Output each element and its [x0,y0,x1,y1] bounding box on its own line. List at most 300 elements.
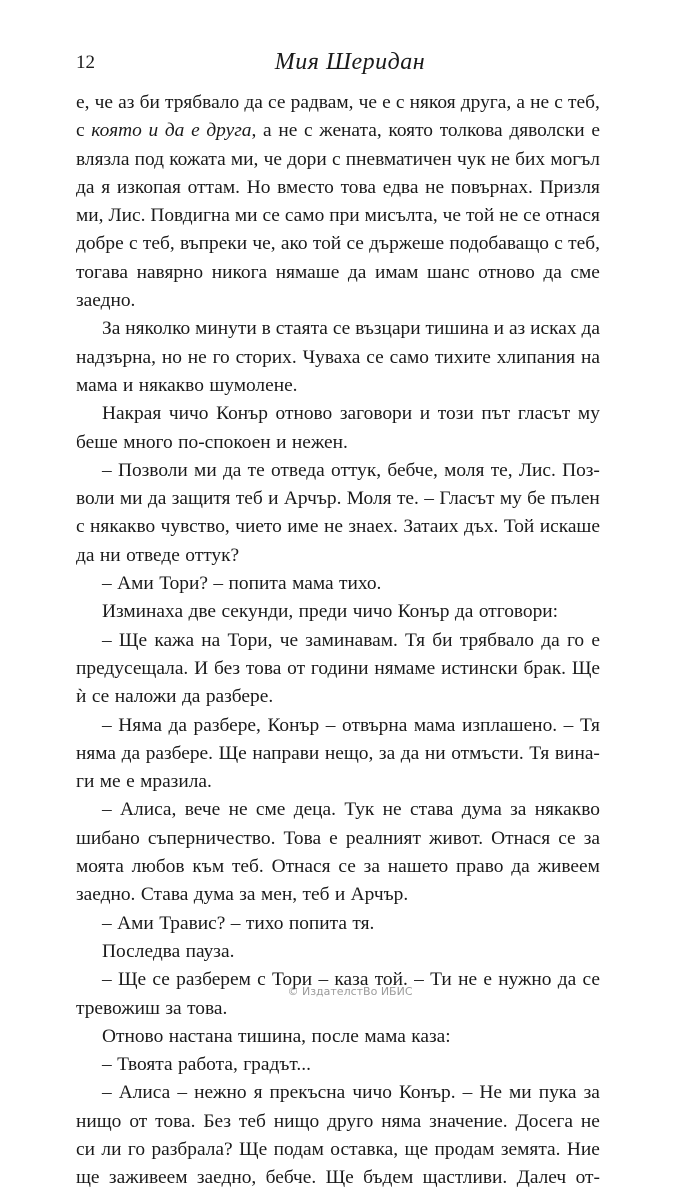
word: наложи [114,686,177,708]
word: с [76,120,85,142]
word: с [76,516,85,538]
word: чувство, [160,516,230,538]
word: защитя [171,488,231,510]
text-line [76,570,600,598]
word: трябвало [164,92,240,113]
word: Тук [344,799,375,821]
word: оставка, [330,1138,399,1160]
word: мисълта, [364,205,438,227]
word: не [187,346,207,368]
word: разбере. [145,742,214,764]
text-line [76,202,600,230]
word: за [583,1082,600,1104]
word: съперничество. [147,827,276,849]
word: години [310,657,369,679]
word: за [363,856,380,878]
word: – [102,1082,112,1104]
word: го [212,346,230,368]
word: – [213,573,224,595]
word: никога [211,261,268,283]
word: държеше [369,233,445,255]
word: да [121,742,141,764]
text-line [76,1051,600,1079]
text-line [76,259,600,287]
word: Отнася [491,827,551,849]
word: няма [381,1110,422,1132]
word: че [263,148,282,170]
word: се [582,969,600,991]
word: Позволи [117,459,188,481]
word: друго [327,1110,374,1132]
word: шумолене. [209,374,298,396]
word: да [543,261,562,283]
word: се [523,205,541,227]
word: Той [503,516,535,538]
word: сме [255,799,286,821]
word: заговори [339,403,413,425]
word: разбрала? [151,1138,233,1160]
word: разбере. [205,686,274,708]
text-line [76,400,600,428]
word: му [499,488,522,510]
word: ги [76,771,95,793]
word: а [263,120,272,142]
word: ако [280,233,308,255]
word: ми [234,205,258,227]
word: едва [382,176,419,198]
word: че [358,92,377,113]
word: нежен. [291,431,348,453]
word: после [311,1025,359,1047]
text-line [76,287,600,315]
text-line [76,117,600,145]
word: пълен [550,488,600,510]
word: пневматичен [345,148,452,170]
word: попита [288,912,347,934]
text-line [76,1023,600,1051]
word: това [245,657,282,679]
word: отмъсти. [451,742,524,764]
word: ми, [230,148,259,170]
word: се [338,856,356,878]
word: някакво [90,516,156,538]
word: би [432,629,453,651]
word: някакво [138,374,204,396]
word: бих [515,148,546,170]
word: Отнася [271,856,331,878]
running-head: Мия Шеридан [274,49,426,75]
word: и [419,403,431,425]
word: дума [193,884,234,906]
word: – [325,714,336,736]
text-line [76,938,600,966]
word: го [566,629,585,651]
word: и [334,884,346,906]
word: да [244,92,263,113]
word: Травис? [159,912,226,934]
word: да [181,686,201,708]
word: – [318,969,329,991]
word: Гласът [439,488,495,510]
word: е [382,92,391,113]
word: това [340,176,376,198]
word: попита [228,573,287,595]
word: да [76,176,95,198]
word: тогава [76,261,128,283]
word: мама [413,714,456,736]
word: Алиса, [120,799,177,821]
word: – [414,969,424,991]
word: реалният [345,827,421,849]
word: Лис. [108,205,146,227]
word: – [102,714,112,736]
word: ми [119,488,143,510]
text-line [76,457,600,485]
word: го [127,1138,146,1160]
word: Това [283,827,322,849]
word: ли [101,1138,122,1160]
word: гласът [517,403,571,425]
word: живеем [537,856,600,878]
word: толкова [439,120,503,142]
word: оттук, [331,459,382,481]
word: те, [490,459,513,481]
word: няма [76,742,117,764]
word: шибано [76,827,140,849]
word: за [239,884,256,906]
word: име [287,516,319,538]
word: си [76,1138,95,1160]
word: – [102,799,112,821]
word: за [165,997,182,1019]
word: вече [184,799,221,821]
word: друга, [206,120,257,142]
word: каза: [411,1025,451,1047]
word: да [400,742,420,764]
text-line [76,1164,600,1192]
text-line [76,542,600,570]
word: изкопая [116,176,181,198]
word: в [261,318,271,340]
word: с [257,969,266,991]
word: той. [374,969,408,991]
word: ни [99,544,121,566]
text-line [76,315,600,343]
word: се [268,92,286,113]
word: искаше [539,516,600,538]
word: я [253,1082,263,1104]
word: Тори [272,969,313,991]
word: това. [187,997,228,1019]
word: от- [575,1167,600,1189]
word: Арчър. [350,884,409,906]
word: заедно, [196,1167,257,1189]
word: – [102,969,112,991]
text-line [76,89,600,117]
word: ще [76,1167,100,1189]
word: заживеем [108,1167,188,1189]
word: исках [530,318,577,340]
text-line [76,1136,600,1164]
word: Тя [529,742,550,764]
word: Конър [267,714,320,736]
word: теб [302,884,330,906]
word: се [91,686,110,708]
word: не [323,516,343,538]
word: а [516,92,525,113]
word: Повдигна [150,205,230,227]
word: отведа [270,459,325,481]
word: Ще [571,657,600,679]
word: Затаих [403,516,459,538]
word: Ти [430,969,452,991]
word: с [554,92,563,113]
word: Конър [397,601,450,623]
word: Ще [325,1167,354,1189]
word: е [591,629,600,651]
word: преди [298,601,348,623]
word: Алиса [118,1082,171,1104]
word: Тя [579,714,600,736]
word: му [577,403,600,425]
word: чичо [352,1082,392,1104]
word: нямаше [275,261,340,283]
word: за [378,742,396,764]
word: щастливи. [422,1167,508,1189]
word: нужно [498,969,552,991]
word: само [389,346,429,368]
word: възцари [355,318,421,340]
text-line [76,513,600,541]
word: и [493,318,505,340]
word: Досега [515,1110,573,1132]
word: бъдем [363,1167,414,1189]
text-line [76,1079,600,1107]
word: моята [76,856,124,878]
word: – [563,714,574,736]
text-line [76,655,600,683]
text-line [76,740,600,768]
word: да [164,120,185,142]
word: две [188,601,217,623]
word: да [454,601,474,623]
word: се [346,233,364,255]
text-line [76,598,600,626]
word: продам [434,1138,495,1160]
word: беше [76,431,118,453]
word: ме [99,771,121,793]
word: оттам. [187,176,240,198]
word: се [262,205,280,227]
word: Арчър. [283,488,342,510]
word: добре [76,233,124,255]
word: изплашено. [461,714,558,736]
word: тихите [434,346,491,368]
word: разберем [176,969,251,991]
word: се [558,827,576,849]
word: Конър. [398,1082,456,1104]
word: по-спокоен [178,431,271,453]
word: работа, [178,1054,238,1076]
word: не [491,148,510,170]
word: Ще [218,742,247,764]
word: от [287,657,306,679]
word: Изминаха [102,601,184,623]
word: Отново [102,1025,164,1047]
page-number: 12 [76,52,95,73]
word: ми [509,1082,532,1104]
word: ще [404,1138,429,1160]
word: моля [444,459,485,481]
word: теб [238,1110,266,1132]
text-line [76,910,600,938]
word: бе [527,488,546,510]
word: ѝ [76,686,87,708]
word: с [331,148,341,170]
word: е [126,771,135,793]
word: път [481,403,511,425]
word: се [152,969,170,991]
word: стаята [275,318,328,340]
word: с [129,233,138,255]
word: Призля [539,176,600,198]
word: ми, [76,205,104,227]
word: но [161,346,182,368]
word: Ние [566,1138,600,1160]
word: тишина [425,318,489,340]
word: отново [478,261,535,283]
word: не [425,176,445,198]
word: това. [155,1110,196,1132]
text-line [76,683,600,711]
text-line [76,146,600,174]
word: която [388,120,433,142]
word: подобаващо [449,233,549,255]
word: нищо [76,1110,122,1132]
word: Чуваха [302,346,361,368]
word: те [247,459,265,481]
word: под [134,148,165,170]
text-line [76,825,600,853]
word: отговори: [478,601,559,623]
word: – [102,912,112,934]
word: прекъсна [269,1082,346,1104]
word: на [580,346,600,368]
word: кожата [169,148,226,170]
word: тревожиш [76,997,160,1019]
word: бебче. [265,1167,317,1189]
word: дума [461,799,502,821]
text-line [76,174,600,202]
word: нашето [387,856,449,878]
word: градът... [243,1054,311,1076]
word: и [148,120,159,142]
body-text [76,89,600,1193]
word: сме [570,261,600,283]
word: брак. [523,657,566,679]
word: става [409,799,454,821]
word: че [279,629,299,651]
word: Ще [118,629,148,651]
word: че, [252,233,276,255]
word: е [591,120,600,142]
word: за [510,799,527,821]
word: знаех. [348,516,398,538]
word: към [192,856,225,878]
word: мама [364,1025,406,1047]
word: с [395,92,405,113]
word: – [102,573,112,595]
word: секунди, [221,601,294,623]
word: само [284,205,325,227]
word: без [213,657,241,679]
word: оттук? [185,544,240,566]
word: на [201,629,221,651]
word: минути [195,318,257,340]
word: Не [479,1082,502,1104]
word: нежно [194,1082,247,1104]
word: чук [456,148,486,170]
word: аз [508,318,526,340]
word: – [102,1054,112,1076]
word: нямаме [374,657,436,679]
word: направи [252,742,320,764]
word: Далеч [516,1167,567,1189]
word: Накрая [102,403,162,425]
word: не [530,92,550,113]
text-line [76,372,600,400]
word: каза [334,969,369,991]
word: деца. [293,799,337,821]
word: и [276,431,287,453]
word: да [541,629,560,651]
word: любов [131,856,185,878]
word: За [102,318,121,340]
word: жената, [319,120,382,142]
word: е [191,120,200,142]
word: да [168,714,187,736]
word: Поз- [562,459,600,481]
text-line [76,485,600,513]
word: Ами [117,912,154,934]
word: няколко [125,318,191,340]
word: дори [287,148,327,170]
word: мразила. [140,771,212,793]
word: навярно [136,261,204,283]
word: теб, [142,233,175,255]
word: Твоята [117,1054,173,1076]
text-line [76,429,600,457]
word: не [580,1110,600,1132]
word: Последва [102,940,181,962]
word: надзърна, [76,346,156,368]
word: право [456,856,504,878]
word: да [581,318,600,340]
word: нищо [273,1110,320,1132]
word: И [194,657,209,679]
word: много [123,431,173,453]
word: радвам, [290,92,354,113]
word: воли [76,488,115,510]
word: я [101,176,111,198]
word: повърнах. [450,176,533,198]
word: друга, [460,92,512,113]
word: мен, [260,884,298,906]
word: истински [441,657,518,679]
word: разбере, [193,714,261,736]
text-line [76,796,600,824]
word: би [139,92,160,113]
